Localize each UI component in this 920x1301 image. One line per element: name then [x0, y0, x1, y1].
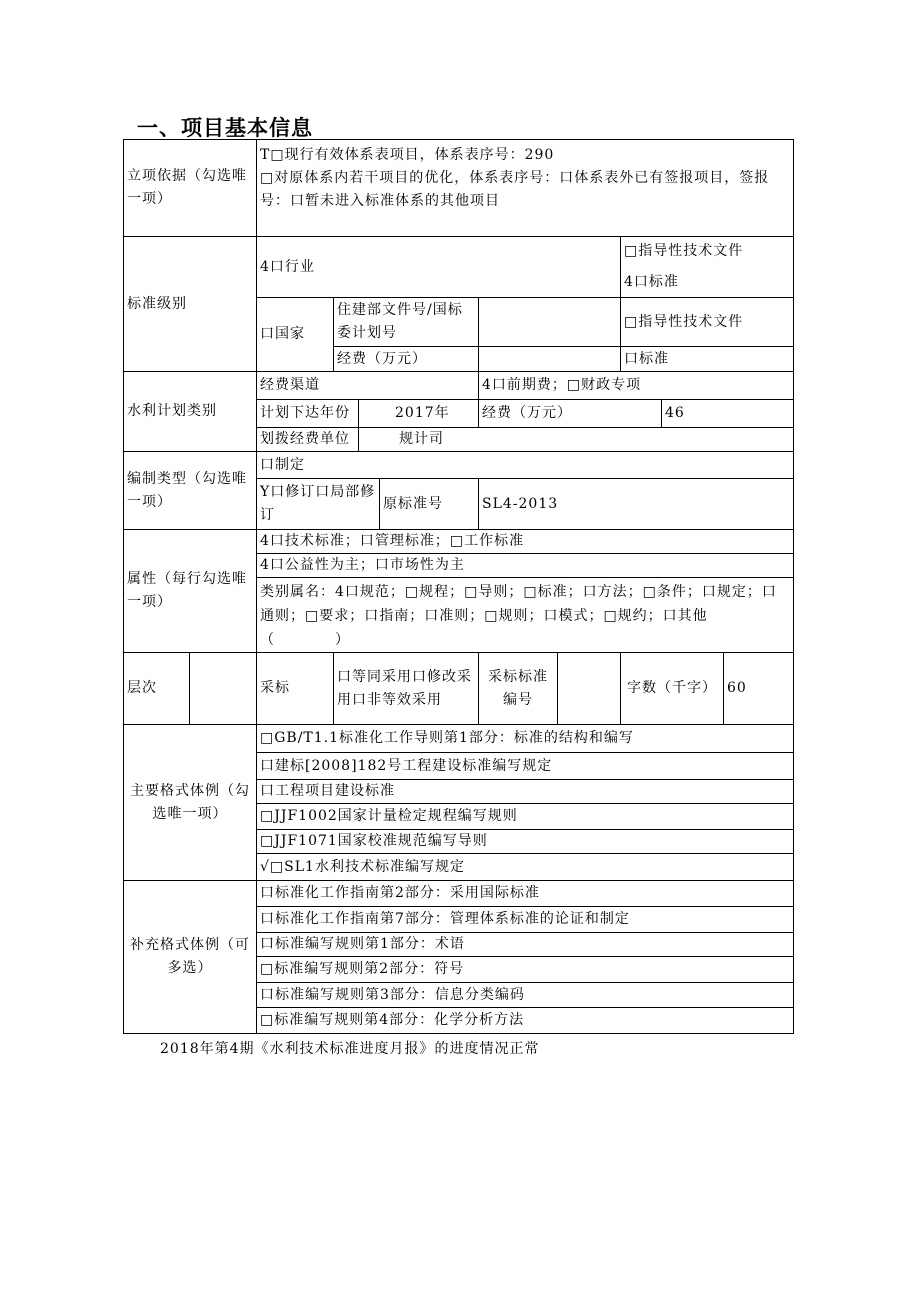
- compile-label: 编制类型（勾选唯一项）: [123, 451, 257, 530]
- supp-format-item: 口标准编写规则第1部分：术语: [256, 932, 794, 957]
- basis-options: [256, 139, 794, 237]
- attr-row-1: 4口技术标准；口管理标准；□工作标准: [256, 529, 794, 554]
- basis-line-1: T□现行有效体系表项目，体系表序号：290: [260, 147, 555, 163]
- supp-format-item: 口标准化工作指南第2部分：采用国际标准: [256, 880, 794, 907]
- supp-format-item: 口标准化工作指南第7部分：管理体系标准的论证和制定: [256, 906, 794, 933]
- main-format-label: 主要格式体例（勾选唯一项）: [123, 724, 257, 881]
- compile-revise: Y口修订口局部修订: [256, 478, 380, 530]
- attr-row-2: 4口公益性为主；口市场性为主: [256, 553, 794, 578]
- plan-fund-value: 46: [661, 399, 794, 428]
- level-standard-1: 4口标准: [624, 274, 679, 290]
- plan-label: 水利计划类别: [123, 371, 257, 452]
- progress-note: 2018年第4期《水利技术标准进度月报》的进度情况正常: [160, 1041, 540, 1057]
- project-info-table: [124, 140, 795, 1035]
- plan-fund-label: 经费（万元）: [478, 399, 662, 428]
- main-format-item: □JJF1071国家校准规范编写导则: [256, 829, 794, 854]
- level-industry-types: [620, 236, 794, 298]
- plan-channel-value: 4口前期费；□财政专项: [478, 371, 794, 400]
- compile-orig-value: SL4-2013: [478, 478, 794, 530]
- level-fund-value: [478, 346, 621, 372]
- level-doc-no-label: 住建部文件号/国标委计划号: [333, 297, 479, 347]
- page-title: 一、项目基本信息: [137, 116, 313, 140]
- basis-line-2: □对原体系内若干项目的优化，体系表序号：口体系表外已有签报项目，签报号：口暂未进入标准体系的其他项目: [260, 170, 770, 209]
- level-standard-2: 口标准: [620, 346, 794, 372]
- plan-year-value: 2017年: [358, 399, 479, 428]
- layer-blank: [189, 652, 257, 725]
- plan-unit-value: 规计司: [358, 427, 794, 452]
- level-doc-no-value: [478, 297, 621, 347]
- main-format-item: 口建标[2008]182号工程建设标准编写规定: [256, 752, 794, 780]
- level-industry: 4口行业: [256, 236, 621, 298]
- layer-adopt-label: 采标: [256, 652, 334, 725]
- layer-adopt-no-label: 采标标准编号: [478, 652, 558, 725]
- plan-year-label: 计划下达年份: [256, 399, 359, 428]
- supp-format-item: □标准编写规则第2部分：符号: [256, 956, 794, 983]
- supp-format-item: 口标准编写规则第3部分：信息分类编码: [256, 982, 794, 1008]
- supp-format-item: □标准编写规则第4部分：化学分析方法: [256, 1007, 794, 1034]
- attr-row-3: 类别属名：4口规范；□规程；□导则；□标准；口方法；□条件；口规定；口通则；□要求；口指南；口准则；□规则；口模式；□规约；口其他（ ）: [256, 577, 794, 653]
- layer-adopt-options: 口等同采用口修改采用口非等效采用: [333, 652, 479, 725]
- main-format-item: □JJF1002国家计量检定规程编写规则: [256, 803, 794, 830]
- main-format-item: √□SL1水利技术标准编写规定: [256, 853, 794, 881]
- level-label: 标准级别: [123, 236, 257, 372]
- layer-words-label: 字数（千字）: [620, 652, 724, 725]
- plan-unit-label: 划拨经费单位: [256, 427, 359, 452]
- compile-make: 口制定: [256, 451, 794, 479]
- layer-words-value: 60: [723, 652, 794, 725]
- layer-label: 层次: [123, 652, 190, 725]
- level-fund-label: 经费（万元）: [333, 346, 479, 372]
- plan-channel-label: 经费渠道: [256, 371, 479, 400]
- main-format-item: 口工程项目建设标准: [256, 779, 794, 804]
- level-national: 口国家: [256, 297, 334, 372]
- compile-orig-label: 原标准号: [379, 478, 479, 530]
- supp-format-label: 补充格式体例（可多选）: [123, 880, 257, 1034]
- main-format-item: □GB/T1.1标准化工作导则第1部分：标准的结构和编写: [256, 724, 794, 753]
- layer-adopt-no-value: [557, 652, 621, 725]
- attr-label: 属性（每行勾选唯一项）: [123, 529, 257, 653]
- level-guide-2: □指导性技术文件: [620, 297, 794, 347]
- level-guide-1: □指导性技术文件: [624, 243, 744, 259]
- basis-label: 立项依据（勾选唯一项）: [123, 139, 257, 237]
